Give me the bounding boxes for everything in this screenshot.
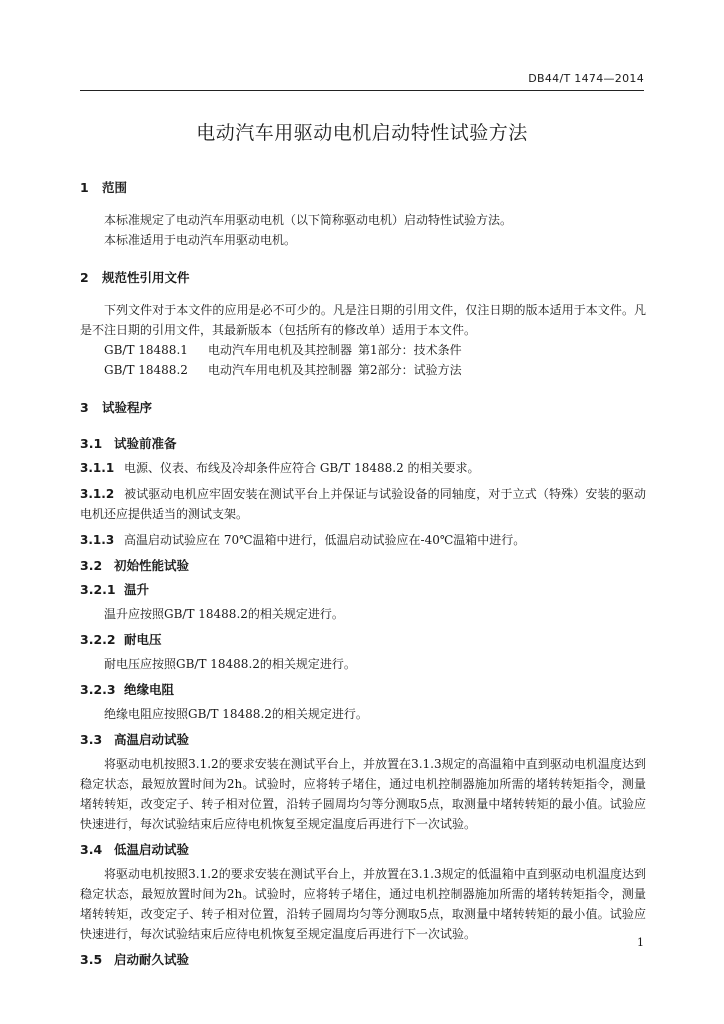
section-3-2-1-heading (80, 580, 646, 598)
section-3-heading (80, 398, 646, 416)
section-title: 耐电压 (124, 632, 162, 647)
section-3-2-3-heading (80, 680, 646, 698)
section-number: 1 (80, 180, 89, 195)
section-title: 低温启动试验 (114, 842, 190, 857)
page-number: 1 (637, 936, 644, 949)
reference-part: 第2部分：试验方法 (358, 363, 462, 377)
clause-text: 被试驱动电机应牢固安装在测试平台上并保证与试验设备的同轴度，对于立式（特殊）安装的驱动电机还应提供适当的测试支架。 (80, 487, 646, 521)
standard-code: DB44/T 1474—2014 (528, 72, 644, 85)
section-title: 试验前准备 (114, 436, 177, 451)
reference-part: 第1部分：技术条件 (358, 343, 462, 357)
section-number: 3.1 (80, 436, 103, 451)
section-title: 初始性能试验 (114, 558, 190, 573)
paragraph: 下列文件对于本文件的应用是必不可少的。凡是注日期的引用文件，仅注日期的版本适用于本文件。凡是不注日期的引用文件，其最新版本（包括所有的修改单）适用于本文件。 (80, 303, 646, 337)
document-body (80, 178, 646, 968)
document-title: 电动汽车用驱动电机启动特性试验方法 (196, 122, 528, 144)
section-3-3-heading (80, 730, 646, 748)
paragraph: 耐电压应按照GB/T 18488.2的相关规定进行。 (104, 657, 356, 671)
section-number: 3.2.3 (80, 682, 116, 697)
section-3-2-heading (80, 556, 646, 574)
section-number: 3.2.2 (80, 632, 116, 647)
reference-code: GB/T 18488.1 (104, 343, 188, 357)
reference-item (80, 360, 646, 380)
clause-number: 3.1.3 (80, 533, 115, 547)
clause-3-1-2 (80, 484, 646, 524)
section-title: 规范性引用文件 (102, 270, 190, 285)
section-number: 3.2.1 (80, 582, 116, 597)
reference-name: 电动汽车用电机及其控制器 (208, 363, 353, 377)
section-3-1-heading (80, 434, 646, 452)
section-number: 3.3 (80, 732, 103, 747)
paragraph: 将驱动电机按照3.1.2的要求安装在测试平台上，并放置在3.1.3规定的高温箱中直到驱动电机温度达到稳定状态，最短放置时间为2h。试验时，应将转子堵住，通过电机控制器施加所需的堵转转矩指令，测量堵转转矩，改变定子、转子相对位置，沿转子圆周均匀等分测取5点，取测量中堵转转矩的最小值。试验应快速进行，每次试验结束后应待电机恢复至规定温度后再进行下一次试验。 (80, 757, 646, 831)
paragraph: 本标准适用于电动汽车用驱动电机。 (104, 233, 297, 247)
section-title: 试验程序 (102, 400, 153, 415)
section-3-5-heading (80, 950, 646, 968)
paragraph: 本标准规定了电动汽车用驱动电机（以下简称驱动电机）启动特性试验方法。 (104, 213, 513, 227)
section-number: 3.5 (80, 952, 103, 967)
section-title: 绝缘电阻 (124, 682, 175, 697)
section-title: 范围 (102, 180, 128, 195)
header-rule (80, 90, 644, 91)
section-2-heading (80, 268, 646, 286)
paragraph: 温升应按照GB/T 18488.2的相关规定进行。 (104, 607, 344, 621)
section-title: 启动耐久试验 (114, 952, 190, 967)
section-title: 温升 (124, 582, 150, 597)
paragraph: 绝缘电阻应按照GB/T 18488.2的相关规定进行。 (104, 707, 368, 721)
section-title: 高温启动试验 (114, 732, 190, 747)
section-number: 3.4 (80, 842, 103, 857)
section-number: 3.2 (80, 558, 103, 573)
section-number: 2 (80, 270, 89, 285)
clause-number: 3.1.1 (80, 461, 115, 475)
clause-text: 高温启动试验应在 70℃温箱中进行，低温启动试验应在-40℃温箱中进行。 (124, 533, 526, 547)
clause-3-1-1 (80, 458, 646, 478)
paragraph: 将驱动电机按照3.1.2的要求安装在测试平台上，并放置在3.1.3规定的低温箱中直到驱动电机温度达到稳定状态，最短放置时间为2h。试验时，应将转子堵住，通过电机控制器施加所需的堵转转矩指令，测量堵转转矩，改变定子、转子相对位置，沿转子圆周均匀等分测取5点，取测量中堵转转矩的最小值。试验应快速进行，每次试验结束后应待电机恢复至规定温度后再进行下一次试验。 (80, 867, 646, 941)
section-3-2-2-heading (80, 630, 646, 648)
clause-text: 电源、仪表、布线及冷却条件应符合 GB/T 18488.2 的相关要求。 (124, 461, 480, 475)
reference-code: GB/T 18488.2 (104, 363, 188, 377)
section-1-heading (80, 178, 646, 196)
section-number: 3 (80, 400, 89, 415)
clause-3-1-3 (80, 530, 646, 550)
reference-item (80, 340, 646, 360)
clause-number: 3.1.2 (80, 487, 115, 501)
section-3-4-heading (80, 840, 646, 858)
reference-name: 电动汽车用电机及其控制器 (208, 343, 353, 357)
